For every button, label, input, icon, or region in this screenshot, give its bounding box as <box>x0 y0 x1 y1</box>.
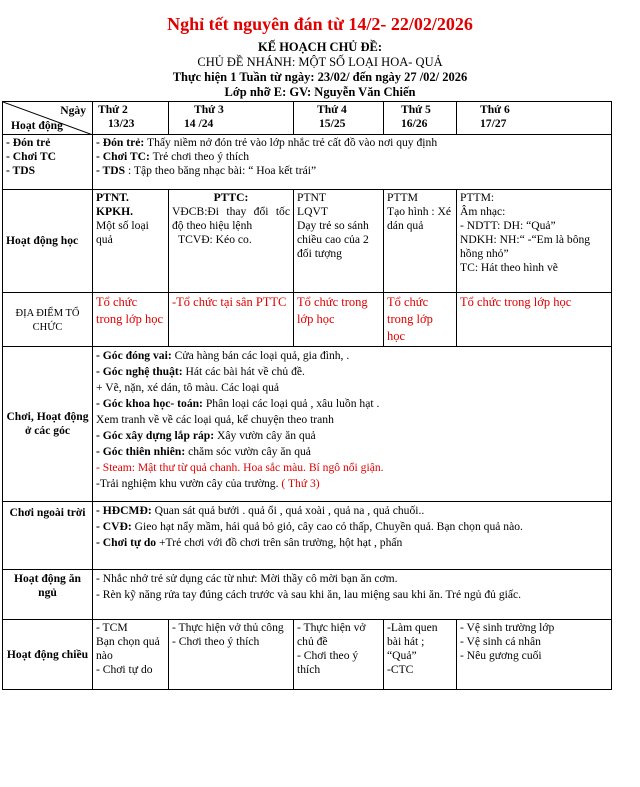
dia-diem-mon: Tổ chức trong lớp học <box>93 293 169 347</box>
choi-goc-content: - Góc đóng vai: Cửa hàng bán các loại quả, gia đình, . - Góc nghệ thuật: Hát các bài hát về chủ đề. + Vẽ, nặn, xé dán, tô màu. Các loại quả - Góc khoa học- toán: Phân loại các loại quả , xâu luồn hạt . Xem tranh về về các loại quả, kể chuyện theo tranh - Góc xây dựng lắp ráp: Xây vườn cây ăn quả - Góc thiên nhiên: chăm sóc vườn cây ăn quả - Steam: Mật thư từ quả chanh. Hoa sắc màu. Bí ngô nổi giận. -Trải nghiệm khu vườn cây của trường. ( Thứ 3) <box>93 347 612 502</box>
day-header-mon: Thứ 2 13/23 <box>93 102 169 135</box>
schedule-table <box>2 101 612 690</box>
corner-cell <box>3 102 93 135</box>
row-label-dia-diem: ĐỊA ĐIỂM TỔ CHỨC <box>3 293 93 347</box>
theme-heading: CHỦ ĐỀ NHÁNH: MỘT SỐ LOẠI HOA- QUẢ <box>197 55 443 69</box>
plan-heading: KẾ HOẠCH CHỦ ĐỀ: <box>258 40 382 54</box>
hdh-wed: PTNT LQVT Dạy trẻ so sánh chiều cao của 2 đối tượng <box>294 190 384 293</box>
row-label-choi-goc: Chơi, Hoạt động ở các góc <box>3 347 93 502</box>
choi-ngoai-troi-content: - HĐCMĐ: Quan sát quả bưởi . quả ổi , quả xoài , quả na , quả chuối.. - CVĐ: Gieo hạt nẩy mầm, hái quả bỏ giỏ, cây cao cỏ thấp, Chuyền quả. Bạn chọn quả nào. - Chơi tự do +Trẻ chơi với đồ chơi trên sân trường, hột hạt , phấn <box>93 502 612 570</box>
dia-diem-fri: Tổ chức trong lớp học <box>457 293 612 347</box>
row-chieu <box>3 620 612 690</box>
chieu-tue: - Thực hiện vở thủ công - Chơi theo ý thích <box>169 620 294 690</box>
day-header-fri: Thứ 6 17/27 <box>457 102 612 135</box>
row-label-an-ngu: Hoạt động ăn ngủ <box>3 570 93 620</box>
an-ngu-content: - Nhắc nhở trẻ sử dụng các từ như: Mời thầy cô mời bạn ăn cơm. - Rèn kỹ năng rửa tay đúng cách trước và sau khi ăn, lau miệng sau khi ăn. Trẻ ngủ đủ giấc. <box>93 570 612 620</box>
row-label-chieu: Hoạt động chiều <box>3 620 93 690</box>
class-teacher-heading: Lớp nhỡ E: GV: Nguyễn Văn Chiến <box>224 85 416 99</box>
hdh-tue: PTTC: VĐCB:Đi thay đổi tốc độ theo hiệu lệnh TCVĐ: Kéo co. <box>169 190 294 293</box>
chieu-mon: - TCM Bạn chọn quả nào - Chơi tự do <box>93 620 169 690</box>
day-header-thu: Thứ 5 16/26 <box>384 102 457 135</box>
dia-diem-thu: Tổ chức trong lớp học <box>384 293 457 347</box>
chieu-fri: - Vệ sinh trường lớp - Vệ sinh cá nhân - Nêu gương cuối <box>457 620 612 690</box>
row-choi-goc <box>3 347 612 502</box>
row-label-don-tre: - Đón trẻ - Chơi TC - TDS <box>3 135 93 190</box>
row-don-tre <box>3 135 612 190</box>
chieu-thu: -Làm quen bài hát ; “Quả” -CTC <box>384 620 457 690</box>
page-title: Nghỉ tết nguyên đán từ 14/2- 22/02/2026 <box>167 14 473 34</box>
steam-line: - Steam: Mật thư từ quả chanh. Hoa sắc màu. Bí ngô nổi giận. <box>96 461 384 474</box>
dia-diem-wed: Tổ chức trong lớp học <box>294 293 384 347</box>
chieu-wed: - Thực hiện vở chủ đề - Chơi theo ý thích <box>294 620 384 690</box>
hdh-fri: PTTM: Âm nhạc: - NDTT: DH: “Quả” NDKH: NH:“ -“Em là bông hồng nhỏ” TC: Hát theo hình vẽ <box>457 190 612 293</box>
row-hoat-dong-hoc <box>3 190 612 293</box>
corner-activity-label: Hoạt động <box>11 119 63 132</box>
day-header-wed: Thứ 4 15/25 <box>294 102 384 135</box>
day-header-tue: Thứ 3 14 /24 <box>169 102 294 135</box>
hdh-thu: PTTM Tạo hình : Xé dán quả <box>384 190 457 293</box>
row-label-choi-ngoai-troi: Chơi ngoài trời <box>3 502 93 570</box>
corner-day-label: Ngày <box>60 104 86 117</box>
hdh-mon: PTNT. KPKH. Một số loại quả <box>93 190 169 293</box>
dia-diem-tue: -Tổ chức tại sân PTTC <box>169 293 294 347</box>
row-label-hoat-dong-hoc: Hoạt động học <box>3 190 93 293</box>
row-choi-ngoai-troi <box>3 502 612 570</box>
table-header-row <box>3 102 612 135</box>
row-an-ngu <box>3 570 612 620</box>
don-tre-content: - Đón trẻ: Thấy niềm nở đón trẻ vào lớp nhắc trẻ cất đồ vào nơi quy định - Chơi TC: Trẻ chơi theo ý thích - TDS : Tập theo băng nhạc bài: “ Hoa kết trái” <box>93 135 612 190</box>
row-dia-diem <box>3 293 612 347</box>
date-range-heading: Thực hiện 1 Tuần từ ngày: 23/02/ đến ngày 27 /02/ 2026 <box>172 70 468 84</box>
